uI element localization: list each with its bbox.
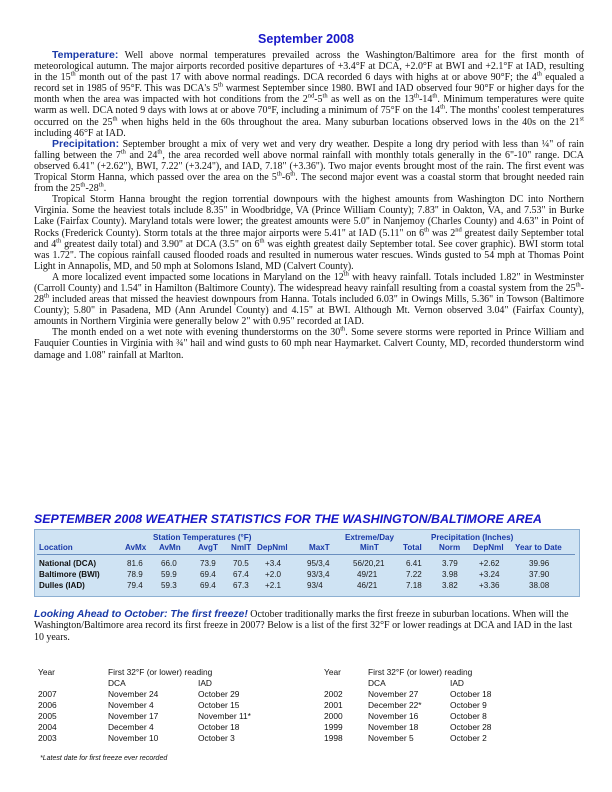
row-dca-avmx: 81.6 — [127, 559, 143, 568]
col-header-location: Location — [39, 543, 73, 552]
freeze-left-year: 2007 — [38, 689, 57, 699]
temperature-heading: Temperature: — [52, 49, 119, 61]
freeze-right-dca: November 18 — [368, 722, 419, 732]
freeze-right-iad-header: IAD — [450, 678, 464, 688]
row-iad-avmx: 79.4 — [127, 581, 143, 590]
freeze-left-dca: December 4 — [108, 722, 154, 732]
freeze-right-year: 1998 — [324, 733, 343, 743]
col-header-mint: MinT — [360, 543, 379, 552]
temperature-paragraph — [34, 50, 584, 139]
freeze-right-iad: October 9 — [450, 700, 487, 710]
freeze-right-iad: October 18 — [450, 689, 492, 699]
freeze-right-iad: October 28 — [450, 722, 492, 732]
row-bwi-avmn: 59.9 — [161, 570, 177, 579]
localized-event-paragraph: A more localized event impacted some locations in Maryland on the 12th with heavy rainfall. Totals included 1.82" in Westminster (Carroll County) and 1.54" in Hamilton (Baltimore County). The widespread heavy rainfall resulting from a coastal system from the 25th-28th included areas that missed the heaviest downpours from Hanna. Totals included 6.03" in Owings Mills, 5.36" in Towson (Baltimore County); 5.80" in Pasadena, MD (Ann Arundel County) and 4.15" at BWI. Although Mt. Vernon observed 3.04" (Fairfax County), amounts in Northern Virginia were generally below 2" with 0.95" recorded at IAD. — [34, 270, 584, 328]
freeze-left-year: 2006 — [38, 700, 57, 710]
row-iad-avgt: 69.4 — [200, 581, 216, 590]
freeze-right-year: 2000 — [324, 711, 343, 721]
group-header-precipitation: Precipitation (Inches) — [431, 533, 514, 542]
group-header-extreme: Extreme/Day — [345, 533, 395, 542]
col-header-precip-depnml: DepNml — [473, 543, 504, 552]
freeze-left-iad: October 29 — [198, 689, 240, 699]
freeze-right-dca-header: DCA — [368, 678, 386, 688]
row-bwi-avgt: 69.4 — [200, 570, 216, 579]
row-iad-mint: 46/21 — [357, 581, 378, 590]
report-body — [34, 50, 584, 361]
freeze-left-iad: October 18 — [198, 722, 240, 732]
row-bwi-location: Baltimore (BWI) — [39, 570, 100, 579]
row-iad-depnml: +2.1 — [265, 581, 281, 590]
looking-ahead-heading: Looking Ahead to October: The first freeze! — [34, 609, 248, 620]
row-bwi-depnml: +2.0 — [265, 570, 281, 579]
freeze-left-reading-header: First 32°F (or lower) reading — [108, 667, 213, 677]
freeze-left-dca-header: DCA — [108, 678, 126, 688]
hanna-paragraph: Tropical Storm Hanna brought the region torrential downpours with the highest amounts from Washington DC into Northern Virginia. Some the heaviest totals include 8.35" in Woodbridge, VA (Prince William County); 7.83" in Oakton, VA, and 7.53" in Burke Lake (Fairfax County). Maryland totals were lower; the greatest amounts were 5.0" in Nanjemoy (Charles County) and 4.63" in Point of Rocks (Frederick County). Storm totals at the three major airports were 5.41" at IAD (5.11" on 6th was 2nd greatest daily September total and 4th greatest daily total) and 3.90" at DCA (3.5" on 6th was eighth greatest daily September total. See cover graphic). BWI storm total was 1.72". The copious rainfall caused flooded roads and resulted in numerous water rescues. Winds gusted to 54 mph at Thomas Point Light in Annapolis, MD, and 50 mph at Solomons Island, MD (Calvert County). — [34, 194, 584, 272]
page-title: September 2008 — [258, 32, 354, 46]
freeze-left-dca: November 4 — [108, 700, 154, 710]
row-iad-avmn: 59.3 — [161, 581, 177, 590]
row-iad-year-to-date: 38.08 — [529, 581, 550, 590]
row-dca-year-to-date: 39.96 — [529, 559, 550, 568]
row-iad-maxt: 93/4 — [307, 581, 323, 590]
freeze-left-year-header: Year — [38, 667, 55, 677]
row-dca-norm: 3.79 — [442, 559, 458, 568]
row-iad-total: 7.18 — [406, 581, 422, 590]
freeze-left-iad: October 15 — [198, 700, 240, 710]
freeze-left-dca: November 24 — [108, 689, 159, 699]
precipitation-heading: Precipitation: — [52, 137, 120, 150]
row-bwi-year-to-date: 37.90 — [529, 570, 550, 579]
row-dca-mint: 56/20,21 — [353, 559, 385, 568]
freeze-footnote: *Latest date for first freeze ever recorded — [40, 755, 168, 762]
group-header-temperatures: Station Temperatures (°F) — [153, 533, 252, 542]
col-header-avmn: AvMn — [159, 543, 181, 552]
looking-ahead-paragraph — [34, 609, 584, 643]
temperature-text: Well above normal temperatures prevailed across the Washington/Baltimore area for the first month of meteorological autumn. The major airports recorded positive departures of +3.4°F at DCA, +2.0°F at BWI and +2.1°F at IAD, resulting in the 15th month out of the past 17 with above normal readings. DCA recorded 6 days with highs at or above 90°F; the 4th equaled a record set in 1985 of 95°F. This was DCA's 5th warmest September since 1980. BWI and IAD observed four 90°F or higher days for the month when the area was impacted with hot conditions from the 2nd-5th as well as on the 13th-14th. Minimum temperatures were quite warm as well. DCA noted 9 days with lows at or above 70°F, including a minimum of 75°F on the 14th. The months' coolest temperatures occurred on the 25th when highs held in the 60s throughout the area. Many suburban locations observed lows in the 40s on the 21st including 46°F at IAD. — [34, 50, 585, 139]
freeze-right-dca: November 5 — [368, 733, 414, 743]
freeze-right-dca: December 22* — [368, 700, 422, 710]
col-header-depnml: DepNml — [257, 543, 288, 552]
col-header-nmlt: NmlT — [231, 543, 252, 552]
row-dca-total: 6.41 — [406, 559, 422, 568]
freeze-left-year: 2005 — [38, 711, 57, 721]
col-header-norm: Norm — [439, 543, 461, 552]
row-iad-norm: 3.82 — [442, 581, 458, 590]
row-bwi-total: 7.22 — [406, 570, 422, 579]
freeze-right-reading-header: First 32°F (or lower) reading — [368, 667, 473, 677]
freeze-left-dca: November 17 — [108, 711, 159, 721]
col-header-year-to-date: Year to Date — [515, 543, 562, 552]
freeze-right-dca: November 27 — [368, 689, 419, 699]
row-bwi-nmlt: 67.4 — [233, 570, 249, 579]
row-bwi-mint: 49/21 — [357, 570, 378, 579]
freeze-right-dca: November 16 — [368, 711, 419, 721]
freeze-left-year: 2003 — [38, 733, 57, 743]
row-iad-precip-depnml: +3.36 — [479, 581, 500, 590]
header-divider — [37, 554, 575, 555]
freeze-left-year: 2004 — [38, 722, 57, 732]
col-header-maxt: MaxT — [309, 543, 330, 552]
stats-title: SEPTEMBER 2008 WEATHER STATISTICS FOR THE WASHINGTON/BALTIMORE AREA — [34, 512, 542, 526]
row-dca-location: National (DCA) — [39, 559, 97, 568]
row-iad-location: Dulles (IAD) — [39, 581, 85, 590]
freeze-left-dca: November 10 — [108, 733, 159, 743]
row-bwi-avmx: 78.9 — [127, 570, 143, 579]
precipitation-text: September brought a mix of very wet and very dry weather. Despite a long dry period with less than ¼" of rain falling between the 7th and 24th, the area recorded well above normal rainfall with monthly totals generally in the 6"-10" range. DCA observed 6.41" (+2.62"), BWI, 7.22" (+3.24"), and IAD, 7.18" (+3.36"). Two major events brought most of the rain. The first event was Tropical Storm Hanna, which passed over the area on the 5th-6th. The second major event was a coastal storm that brought needed rain from the 25th-28th. — [34, 138, 584, 195]
stats-table — [34, 529, 580, 597]
row-dca-nmlt: 70.5 — [233, 559, 249, 568]
freeze-left-iad-header: IAD — [198, 678, 212, 688]
freeze-right-year: 2001 — [324, 700, 343, 710]
month-end-paragraph: The month ended on a wet note with evening thunderstorms on the 30th. Some severe storms were reported in Prince William and Fauquier Counties in Virginia with ¾" hail and wind gusts to 60 mph near Haymarket. Calvert County, MD, recorded thunderstorm wind damage and 1.08" rainfall at Marlton. — [34, 326, 584, 361]
row-dca-precip-depnml: +2.62 — [479, 559, 500, 568]
row-bwi-maxt: 93/3,4 — [307, 570, 330, 579]
freeze-left-iad: November 11* — [198, 711, 251, 721]
precipitation-paragraph — [34, 139, 584, 194]
freeze-right-year-header: Year — [324, 667, 341, 677]
col-header-total: Total — [403, 543, 422, 552]
row-dca-maxt: 95/3,4 — [307, 559, 330, 568]
freeze-left-iad: October 3 — [198, 733, 235, 743]
freeze-right-iad: October 8 — [450, 711, 487, 721]
freeze-right-year: 2002 — [324, 689, 343, 699]
row-bwi-norm: 3.98 — [442, 570, 458, 579]
freeze-right-iad: October 2 — [450, 733, 487, 743]
row-dca-depnml: +3.4 — [265, 559, 281, 568]
col-header-avgt: AvgT — [198, 543, 218, 552]
row-dca-avgt: 73.9 — [200, 559, 216, 568]
col-header-avmx: AvMx — [125, 543, 147, 552]
row-dca-avmn: 66.0 — [161, 559, 177, 568]
row-iad-nmlt: 67.3 — [233, 581, 249, 590]
freeze-right-year: 1999 — [324, 722, 343, 732]
looking-ahead-text: October traditionally marks the first freeze in suburban locations. When will the Washington/Baltimore area record its first freeze in 2007? Below is a list of the first 32°F or lower readings at DCA and IAD in the last 10 years. — [34, 609, 573, 643]
row-bwi-precip-depnml: +3.24 — [479, 570, 500, 579]
